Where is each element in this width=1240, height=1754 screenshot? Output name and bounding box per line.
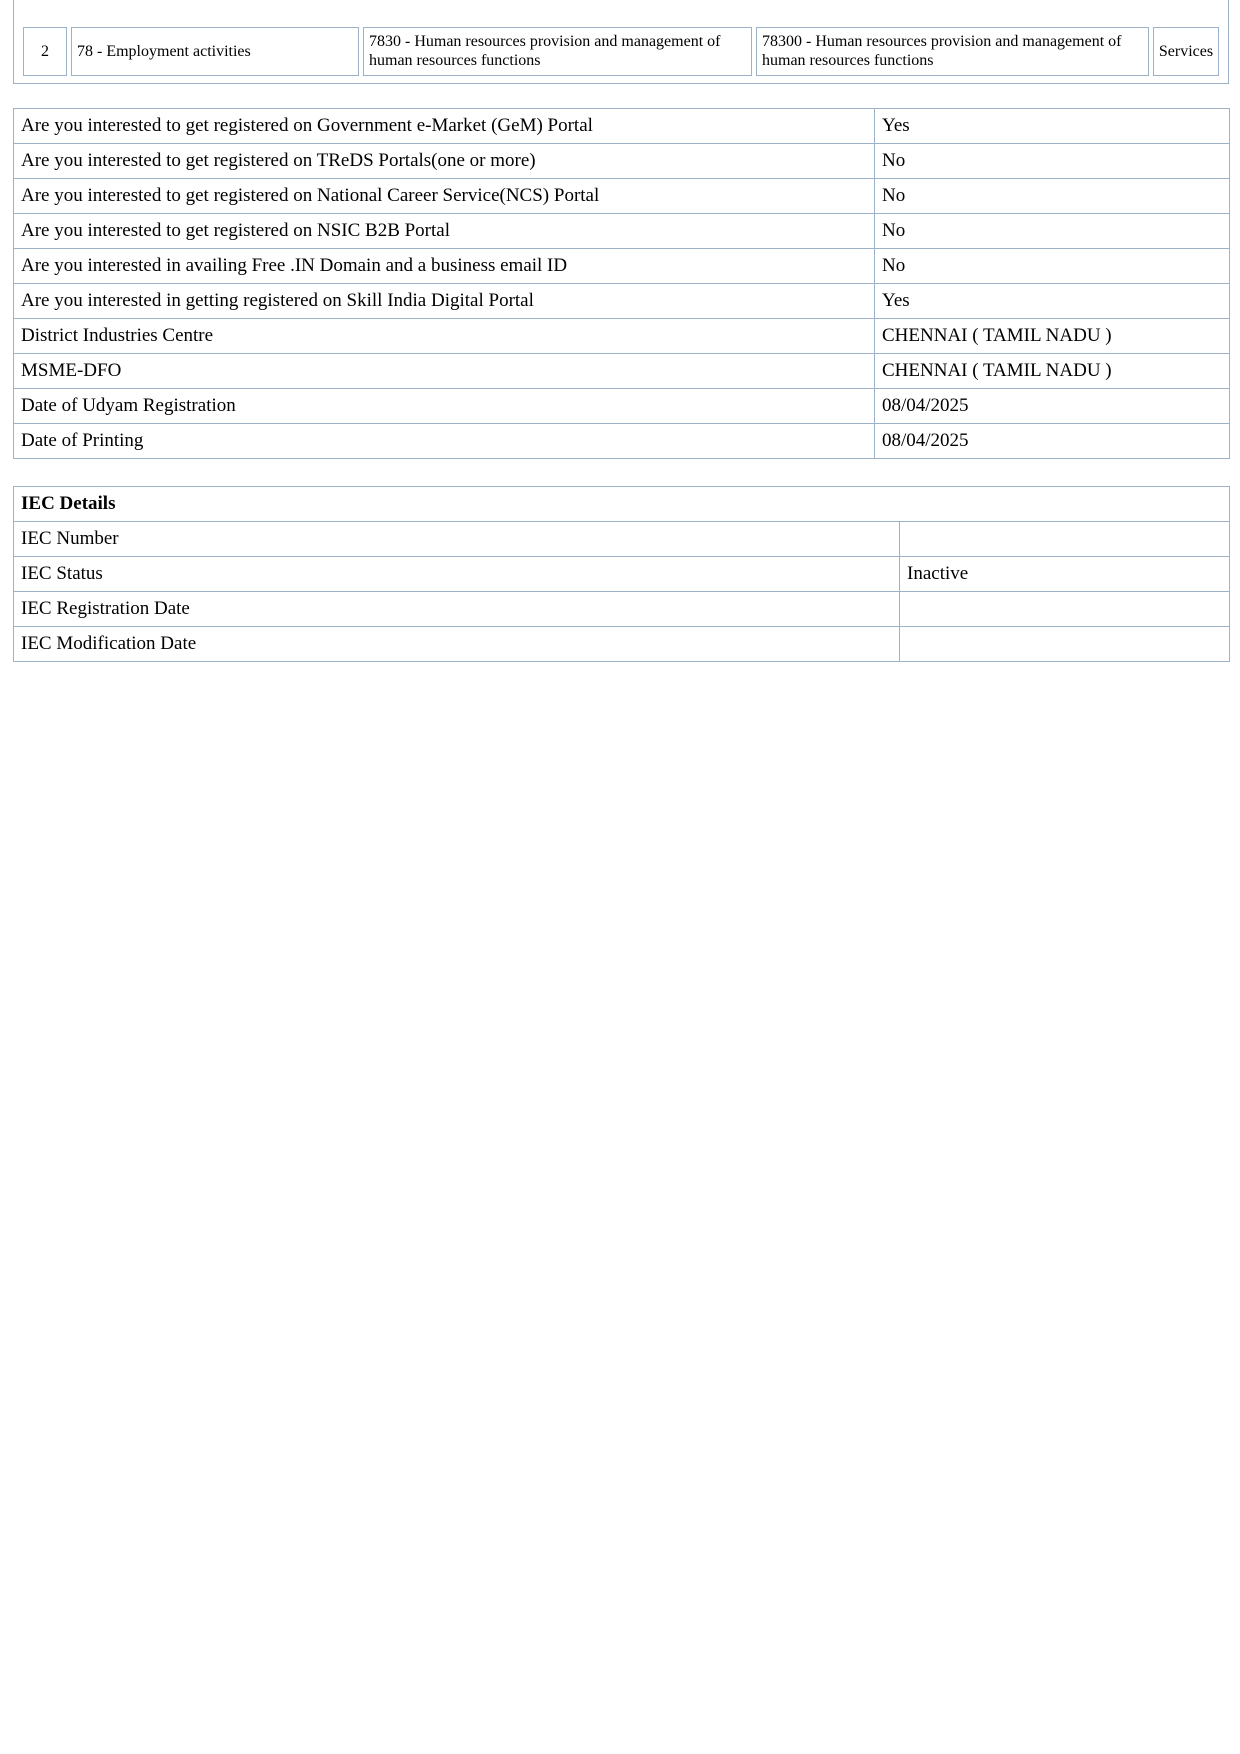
table-row [14,557,1230,592]
table-row [14,389,1230,424]
iec-value [900,522,1230,557]
registration-question: Are you interested to get registered on NSIC B2B Portal [14,214,875,249]
table-row [14,179,1230,214]
portal-registration-table [13,108,1230,459]
registration-answer: No [875,144,1230,179]
iec-value: Inactive [900,557,1230,592]
iec-heading-row [14,487,1230,522]
registration-question: Are you interested to get registered on Government e-Market (GeM) Portal [14,109,875,144]
nic-group: 7830 - Human resources provision and management of human resources functions [363,27,752,76]
registration-question: Are you interested to get registered on TReDS Portals(one or more) [14,144,875,179]
nic-activity-table [13,0,1229,84]
nic-class: 78300 - Human resources provision and management of human resources functions [756,27,1149,76]
iec-heading: IEC Details [14,487,1230,522]
table-row [14,144,1230,179]
registration-answer: CHENNAI ( TAMIL NADU ) [875,319,1230,354]
registration-question: Are you interested in availing Free .IN Domain and a business email ID [14,249,875,284]
registration-answer: No [875,179,1230,214]
iec-details-table [13,486,1230,662]
table-row [14,319,1230,354]
table-row [14,522,1230,557]
nic-activity-type: Services [1153,27,1219,76]
table-row [14,627,1230,662]
registration-answer: No [875,249,1230,284]
registration-question: Date of Udyam Registration [14,389,875,424]
registration-answer: CHENNAI ( TAMIL NADU ) [875,354,1230,389]
table-row [14,284,1230,319]
table-row [14,424,1230,459]
registration-answer: 08/04/2025 [875,424,1230,459]
iec-value [900,592,1230,627]
table-row [14,109,1230,144]
iec-label: IEC Number [14,522,900,557]
nic-sno: 2 [23,27,67,76]
nic-division: 78 - Employment activities [71,27,359,76]
registration-question: Date of Printing [14,424,875,459]
registration-answer: Yes [875,284,1230,319]
table-row [14,214,1230,249]
registration-answer: Yes [875,109,1230,144]
table-row [14,354,1230,389]
iec-label: IEC Modification Date [14,627,900,662]
registration-question: Are you interested in getting registered on Skill India Digital Portal [14,284,875,319]
iec-value [900,627,1230,662]
registration-question: Are you interested to get registered on National Career Service(NCS) Portal [14,179,875,214]
table-row [14,592,1230,627]
nic-activity-row [23,27,1219,76]
registration-question: District Industries Centre [14,319,875,354]
iec-label: IEC Registration Date [14,592,900,627]
registration-answer: No [875,214,1230,249]
table-row [14,249,1230,284]
registration-answer: 08/04/2025 [875,389,1230,424]
registration-question: MSME-DFO [14,354,875,389]
iec-label: IEC Status [14,557,900,592]
